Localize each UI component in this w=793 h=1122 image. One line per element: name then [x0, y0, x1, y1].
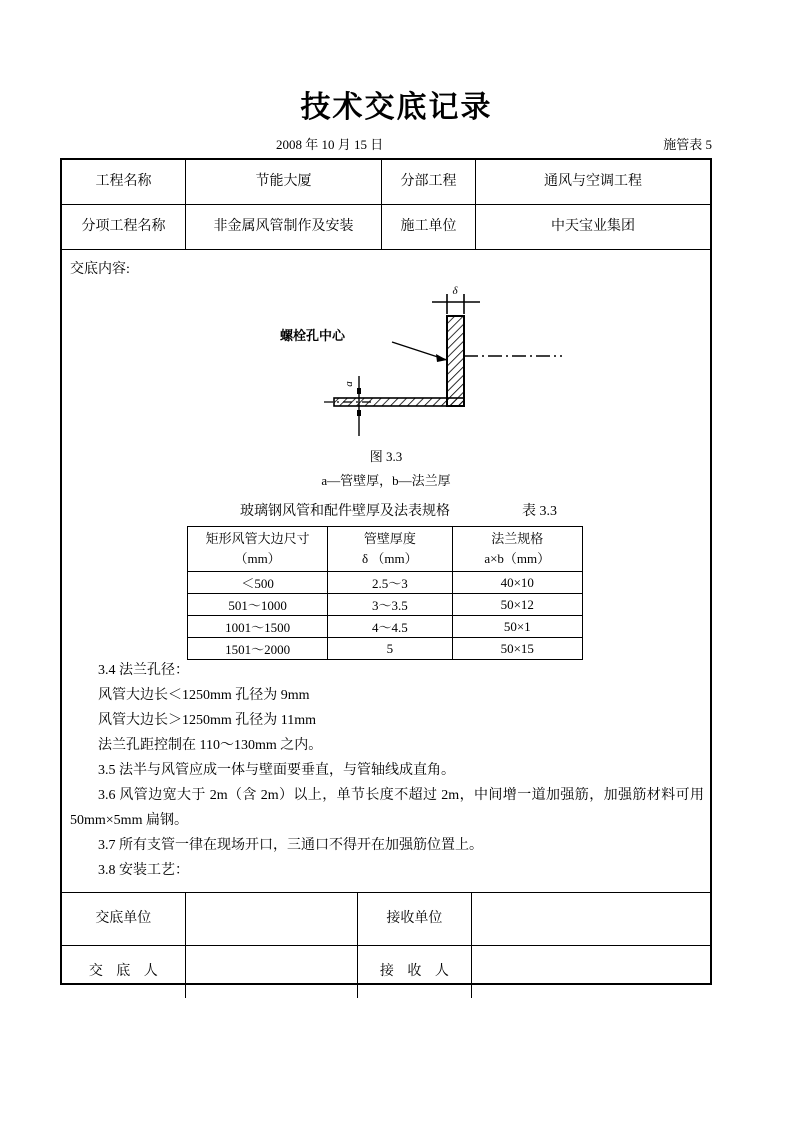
- label-construction-unit: 施工单位: [382, 205, 476, 249]
- table-row: [188, 616, 583, 638]
- table-row: [188, 638, 583, 660]
- spec-cell-flange: 50×1: [452, 616, 583, 638]
- spec-header-wall-thickness-line1: 管壁厚度: [363, 530, 416, 546]
- spec-cell-size: 1501～2000: [188, 638, 328, 660]
- paragraph-3-5: 3.5 法半与风管应成一体与壁面要垂直，与管轴线成直角。: [98, 763, 455, 778]
- spec-table-number: 表 3.3: [522, 504, 557, 519]
- spec-cell-size: 1001～1500: [188, 616, 328, 638]
- header-row-subproject: [62, 205, 710, 250]
- dim-label-delta-top: δ: [452, 285, 458, 297]
- spec-data-table: [187, 526, 583, 660]
- form-number: 施管表 5: [663, 137, 712, 152]
- spec-cell-thickness: 2.5～3: [328, 572, 452, 594]
- spec-cell-thickness: 4～4.5: [328, 616, 452, 638]
- body-paragraphs: [62, 658, 710, 883]
- value-receiving-unit[interactable]: [472, 893, 710, 945]
- spec-header-flange-spec-line2: a×b（mm）: [484, 551, 551, 566]
- label-issuing-person: 交 底 人: [62, 946, 186, 998]
- value-receiving-person[interactable]: [472, 946, 710, 998]
- document-date: 2008 年 10 月 15 日: [276, 137, 384, 152]
- content-label: 交底内容:: [70, 262, 130, 277]
- table-row: [188, 594, 583, 616]
- spec-cell-thickness: 5: [328, 638, 452, 660]
- spec-cell-flange: 50×12: [452, 594, 583, 616]
- label-receiving-unit: 接收单位: [358, 893, 472, 945]
- spec-header-duct-size: [188, 527, 328, 572]
- label-subproject-name: 分项工程名称: [62, 205, 186, 249]
- table-row: [188, 572, 583, 594]
- bolt-hole-center-label: 螺栓孔中心: [280, 328, 346, 343]
- callout-arrowhead: [436, 354, 447, 362]
- paragraph-3-8: 3.8 安装工艺：: [98, 863, 189, 878]
- spec-table-title-row: [62, 500, 710, 520]
- spec-header-wall-thickness-line2: δ （mm）: [362, 551, 418, 566]
- page-title: 技术交底记录: [300, 91, 493, 124]
- spec-cell-size: ＜500: [188, 572, 328, 594]
- spec-cell-size: 501～1000: [188, 594, 328, 616]
- label-issuing-unit: 交底单位: [62, 893, 186, 945]
- label-receiving-person: 接 收 人: [358, 946, 472, 998]
- footer-row-persons: [62, 946, 710, 998]
- label-project-name: 工程名称: [62, 160, 186, 204]
- flange-vertical-leg: [447, 316, 464, 406]
- paragraph-3-6: 3.6 风管边宽大于 2m（含 2m）以上，单节长度不超过 2m，中间增一道加强筋，加强筋材料可用 50mm×5mm 扁钢。: [70, 788, 704, 828]
- spec-cell-thickness: 3～3.5: [328, 594, 452, 616]
- value-issuing-unit[interactable]: [186, 893, 358, 945]
- header-row-project: [62, 160, 710, 205]
- spec-table-title: 玻璃钢风管和配件壁厚及法表规格: [240, 504, 450, 519]
- content-region: [62, 250, 710, 893]
- paragraph-3-4: 3.4 法兰孔径：: [98, 663, 189, 678]
- spec-header-duct-size-line2: （mm）: [234, 551, 281, 566]
- paragraph-hole-dia-small: 风管大边长＜1250mm 孔径为 9mm: [98, 688, 310, 703]
- title-subheader: [60, 134, 712, 152]
- spec-cell-flange: 40×10: [452, 572, 583, 594]
- value-project-name: 节能大厦: [186, 160, 382, 204]
- duct-wall-horizontal: [334, 398, 464, 406]
- label-division-works: 分部工程: [382, 160, 476, 204]
- spec-header-duct-size-line1: 矩形风管大边尺寸: [205, 530, 310, 546]
- paragraph-3-7: 3.7 所有支管一律在现场开口，三通口不得开在加强筋位置上。: [98, 838, 483, 853]
- value-subproject-name: 非金属风管制作及安装: [186, 205, 382, 249]
- spec-header-flange-spec: [452, 527, 583, 572]
- figure-legend-caption: a—管壁厚，b—法兰厚: [321, 473, 451, 488]
- figure-number-caption: 图 3.3: [369, 449, 403, 464]
- spec-header-flange-spec-line1: 法兰规格: [491, 530, 544, 546]
- spec-cell-flange: 50×15: [452, 638, 583, 660]
- value-division-works: 通风与空调工程: [544, 174, 642, 189]
- paragraph-hole-pitch: 法兰孔距控制在 110～130mm 之内。: [98, 738, 323, 753]
- flange-cross-section-figure: [62, 284, 710, 444]
- footer-row-units: [62, 893, 710, 946]
- paragraph-hole-dia-large: 风管大边长＞1250mm 孔径为 11mm: [98, 713, 317, 728]
- value-construction-unit: 中天宝业集团: [551, 219, 635, 234]
- flange-diagram-svg: [62, 284, 714, 444]
- spec-table-header-row: [188, 527, 583, 572]
- main-form-frame: [60, 158, 712, 985]
- spec-header-wall-thickness: [328, 527, 452, 572]
- dim-label-a-left: a: [343, 381, 355, 387]
- value-issuing-person[interactable]: [186, 946, 358, 998]
